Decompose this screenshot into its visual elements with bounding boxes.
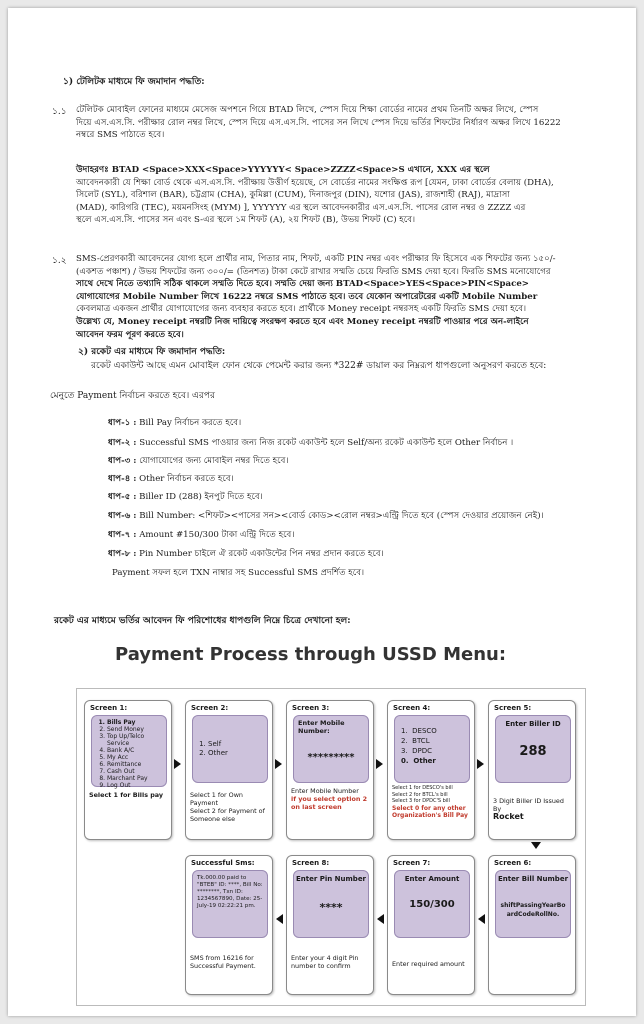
menu-item: 9. Log Out	[107, 782, 166, 789]
final-step: Payment সফল হলে TXN নাম্বার সহ Successful SMS প্রদর্শিত হবে।	[112, 568, 365, 578]
step-text: Bill Pay নির্বাচন করতে হবে।	[136, 418, 242, 428]
step-text: Biller ID (288) ইনপুট দিতে হবে।	[136, 492, 263, 502]
screen-1	[84, 700, 172, 840]
footer-line: Select 2 for BTCL's bill	[392, 791, 448, 798]
step-7	[108, 528, 294, 542]
option-number: 1.	[401, 727, 408, 735]
section-1-heading: ১) টেলিটক মাধ্যমে ফি জমাদান পদ্ধতি:	[63, 77, 205, 87]
para-line: টেলিটক মোবাইল ফোনের মাধ্যমে মেসেজ অপশনে গিয়ে BTAD লিখে, স্পেস দিয়ে শিক্ষা বোর্ডের নামের প্রথম তিনটি অক্ষর লিখে, স্পেস	[76, 105, 539, 115]
para-line: দিয়ে এস.এস.সি. পরীক্ষার রোল নম্বর লিখে, স্পেস দিয়ে এস.এস.সি. পাসের সন লিখে স্পেস দিয়ে ভর্তির শিফটের নির্ধারণ অক্ষর লিখে 16222	[76, 117, 561, 128]
step-3	[108, 454, 288, 468]
biller-id-value: 288	[519, 744, 547, 759]
ussd-flow-diagram	[76, 688, 586, 1006]
arrow-right-icon	[477, 759, 484, 769]
step-4	[108, 472, 234, 486]
para-line: কেবলমাত্র একজন প্রার্থীর যোগাযোগের জন্য ব্যবহার করতে হবে। প্রার্থীকে Money receipt নম্বরসহ একটি ফিরতি SMS দেয়া হবে।	[76, 304, 527, 315]
step-text: Successful SMS পাওয়ার জন্য নিজ রকেট একাউন্ট হলে Self/অন্য রকেট একাউন্ট হলে Other নির্বাচন ।	[136, 438, 514, 448]
menu-list	[193, 716, 267, 758]
menu-item: 2. Send Money	[107, 726, 166, 733]
step-text: Other নির্বাচন করতে হবে।	[136, 474, 234, 484]
para-line: উল্লেখ্য যে, Money receipt নম্বরটি নিজ দায়িত্বে সংরক্ষণ করতে হবে এবং Money receipt নম্বরটি পাওয়ার পরে অন-লাইনে	[76, 316, 529, 327]
para-1-2	[76, 253, 596, 341]
menu-list	[92, 716, 166, 789]
para-1-1-number: ১.১	[52, 107, 67, 117]
screen-footer	[392, 785, 470, 819]
para-line: আবেদনকারী যে শিক্ষা বোর্ড থেকে এস.এস.সি. পরীক্ষায় উত্তীর্ণ হয়েছে, সে বোর্ডের নামের সংক্ষিপ্ত রূপ [যেমন, ঢাকা বোর্ডের বেলায় (DHA),	[76, 177, 554, 188]
para-line: সিলেট (SYL), বরিশাল (BAR), চট্টগ্রাম (CHA), কুমিল্লা (CUM), দিনাজপুর (DIN), যশোর (JAS), রাজশাহী (RAJ), মাদ্রাসা	[76, 190, 510, 201]
para-line: আবেদন ফরম পূরণ করতে হবে।	[76, 329, 184, 340]
step-label: ধাপ-৮ :	[108, 549, 137, 559]
para-line: স্থলে এস.এস.সি. পাসের সন এবং S-এর স্থলে ১ম শিফট (A), ২য় শিফট (B), উভয় শিফট (C) হবে।	[76, 215, 416, 226]
para-line: (একশত পঞ্চাশ) / উভয় শিফটের জন্য ৩০০/= (তিনশত) টাকা কেটে রাখার সম্মতি চেয়ে ফিরতি SMS দেয়া হবে। ফিরতি SMS মনোযোগের	[76, 266, 551, 277]
menu-item: 8. Marchant Pay	[107, 775, 166, 782]
footer-note: Select 0 for any other Organization's Bill Pay	[392, 804, 468, 819]
screen-3	[286, 700, 374, 840]
option-number: 0.	[401, 757, 409, 765]
step-5	[108, 490, 263, 504]
menu-item: 4. Bank A/C	[107, 747, 166, 754]
diagram-title: Payment Process through USSD Menu:	[115, 644, 507, 665]
screen-title: Screen 4:	[393, 704, 431, 712]
screen-footer	[291, 787, 369, 811]
menu-item: 1. Self	[208, 740, 267, 749]
screen-footer: Enter required amount	[392, 960, 465, 968]
step-text: Bill Number: <শিফট><পাসের সন><বোর্ড কোড><রোল নম্বর>এন্ট্রি দিতে হবে (স্পেস দেওয়ার প্রয়োজন নেই)।	[136, 511, 544, 521]
para-line: উদাহরণঃ BTAD <Space>XXX<Space>YYYYYY< Space>ZZZZ<Space>S এখানে, XXX এর স্থলে	[76, 165, 490, 175]
screen-display	[394, 870, 470, 938]
arrow-left-icon	[478, 914, 485, 924]
screen-4	[387, 700, 475, 840]
footer-line: Select 3 for DPDC'S bill	[392, 798, 450, 804]
document-page	[8, 8, 636, 1016]
arrow-left-icon	[276, 914, 283, 924]
option-label: DESCO	[412, 727, 437, 735]
screen-6	[488, 855, 576, 995]
pin-mask: ****	[319, 901, 343, 914]
step-text: Pin Number চাইলে ঐ রকেট একাউন্টের পিন নম্বর প্রদান করতে হবে।	[136, 549, 384, 559]
screen-display	[293, 715, 369, 783]
option-label: BTCL	[412, 737, 430, 745]
screen-display	[192, 870, 268, 938]
screen-footer: SMS from 16216 for Successful Payment.	[190, 954, 256, 970]
step-label: ধাপ-৬ :	[108, 511, 137, 521]
footer-line: Enter Mobile Number	[291, 787, 359, 795]
sms-message: Tk.000.00 paid to "BTEB" ID: ****, Bill No: ********, Txn ID: 1234567890, Date: 25-July-19 02:22:21 pm.	[197, 875, 263, 909]
screen-title: Screen 3:	[292, 704, 330, 712]
screen-prompt: Enter Amount	[404, 875, 460, 883]
footer-line: Select 2 for Payment of Someone else	[190, 807, 265, 823]
screen-7	[387, 855, 475, 995]
para-1-2-number: ১.২	[52, 256, 67, 266]
step-label: ধাপ-৩ :	[108, 456, 137, 466]
amount-value: 150/300	[409, 899, 455, 910]
screen-title: Screen 8:	[292, 859, 330, 867]
option-number: 2.	[401, 737, 408, 745]
screen-display	[293, 870, 369, 938]
screen-prompt: Enter Pin Number	[295, 875, 367, 883]
masked-number: *********	[307, 752, 355, 763]
example-paragraph	[76, 164, 596, 227]
screen-title: Successful Sms:	[191, 859, 255, 867]
diagram-caption: রকেট এর মাধ্যমে ভর্তির আবেদন ফি পরিশোধের ধাপগুলি নিম্নে চিত্রে দেখানো হল:	[54, 616, 351, 626]
bill-number-format: shiftPassingYearBoardCodeRollNo.	[500, 902, 566, 918]
arrow-down-icon	[531, 842, 541, 849]
option-label: DPDC	[412, 747, 433, 755]
para-line: যোগাযোগের Mobile Number লিখে 16222 নম্বরে SMS পাঠাতে হবে। তবে যেকোন অপারেটরের একটি Mobile Number	[76, 291, 538, 302]
step-2	[108, 436, 513, 450]
footer-line: Select 1 for DESCO's bill	[392, 785, 453, 791]
screen-8	[286, 855, 374, 995]
screen-display	[495, 715, 571, 783]
screen-prompt: Enter Biller ID	[505, 720, 561, 728]
screen-title: Screen 2:	[191, 704, 229, 712]
footer-line: 3 Digit Biller ID Issued By	[493, 797, 564, 813]
section-2-intro: রকেট একাউন্ট আছে এমন মোবাইল ফোন থেকে পেমেন্ট করার জন্য *322# ডায়াল কর নিম্নরূপ ধাপগুলো অনুসরণ করতে হবে:	[91, 361, 547, 371]
para-line: নম্বরে SMS পাঠাতে হবে।	[76, 130, 165, 141]
screen-title: Screen 6:	[494, 859, 532, 867]
menu-item: 1. Bills Pay	[107, 719, 166, 726]
menu-item: 2. Other	[208, 749, 267, 758]
step-label: ধাপ-১ :	[108, 418, 137, 428]
para-1-1	[76, 104, 596, 142]
screen-display	[495, 870, 571, 938]
screen-footer: Select 1 for Bills pay	[89, 791, 164, 799]
arrow-left-icon	[377, 914, 384, 924]
arrow-right-icon	[174, 759, 181, 769]
menu-instruction: মেনুতে Payment নির্বাচন করতে হবে। এরপর	[50, 391, 215, 401]
menu-item: 5. My Acc	[107, 754, 166, 761]
step-label: ধাপ-২ :	[108, 438, 137, 448]
option-label: Other	[413, 757, 436, 765]
step-1	[108, 416, 241, 430]
menu-item	[401, 726, 437, 736]
screen-display	[192, 715, 268, 783]
menu-item: 6. Remittance	[107, 761, 166, 768]
footer-line: Select 1 for Own Payment	[190, 791, 243, 807]
step-8	[108, 547, 384, 561]
para-line: (MAD), কারিগরি (TEC), ময়মনসিংহ (MYM) ], YYYYYY এর স্থলে আবেদনকারীর এস.এস.সি. পাসের রোল নম্বর ও ZZZZ এর	[76, 202, 526, 213]
para-line: SMS-প্রেরণকারী আবেদনের যোগ্য হলে প্রার্থীর নাম, পিতার নাম, শিফট, একটি PIN নম্বর এবং পরীক্ষার ফি হিসেবে এক শিফটের জন্য ১৫০/-	[76, 254, 556, 264]
screen-title: Screen 5:	[494, 704, 532, 712]
menu-list	[401, 726, 437, 766]
step-label: ধাপ-৫ :	[108, 492, 137, 502]
option-number: 3.	[401, 747, 408, 755]
step-text: যোগাযোগের জন্য মোবাইল নম্বর দিতে হবে।	[136, 456, 289, 466]
screen-display	[394, 715, 470, 783]
screen-5	[488, 700, 576, 840]
screen-success-sms	[185, 855, 273, 995]
section-2-heading: ২) রকেট এর মাধ্যমে ফি জমাদান পদ্ধতি:	[78, 347, 226, 357]
menu-item: 3. Top Up/Telco Service	[107, 733, 166, 747]
footer-brand: Rocket	[493, 812, 524, 821]
screen-prompt: Enter Bill Number	[497, 875, 569, 883]
screen-footer	[493, 797, 571, 821]
screen-footer: Enter your 4 digit Pin number to confirm	[291, 954, 359, 970]
para-line: সাথে দেখে নিতে তথ্যাদি সঠিক থাকলে সম্মতি দিতে হবে। সম্মতি দেয়া জন্য BTAD<Space>YES<Space>PIN<Space>	[76, 279, 529, 290]
screen-display	[91, 715, 167, 787]
menu-item	[401, 736, 437, 746]
arrow-right-icon	[376, 759, 383, 769]
screen-2	[185, 700, 273, 840]
footer-note: if you select option 2 on last screen	[291, 795, 368, 811]
screen-footer	[190, 791, 268, 823]
step-label: ধাপ-৪ :	[108, 474, 137, 484]
arrow-right-icon	[275, 759, 282, 769]
screen-title: Screen 7:	[393, 859, 431, 867]
step-label: ধাপ-৭ :	[108, 530, 137, 540]
step-6	[108, 509, 544, 523]
screen-title: Screen 1:	[90, 704, 128, 712]
menu-item	[401, 756, 437, 766]
screen-prompt: Enter Mobile Number:	[298, 719, 345, 735]
step-text: Amount #150/300 টাকা এন্ট্রি দিতে হবে।	[136, 530, 295, 540]
menu-item	[401, 746, 437, 756]
menu-item: 7. Cash Out	[107, 768, 166, 775]
